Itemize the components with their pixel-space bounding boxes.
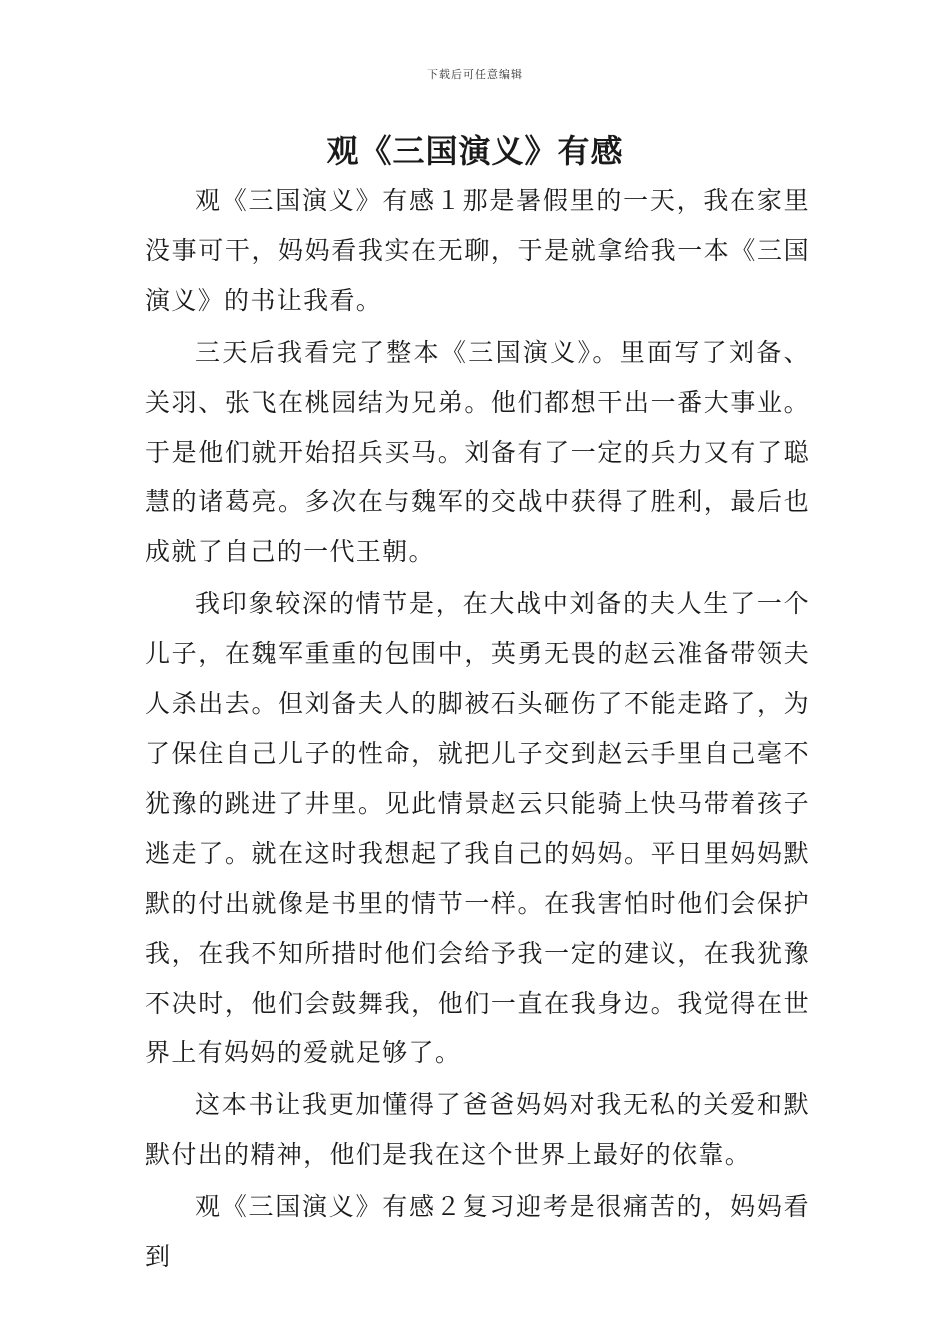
paragraph: 观《三国演义》有感１那是暑假里的一天，我在家里没事可干，妈妈看我实在无聊，于是就拿给我一本《三国演义》的书让我看。 (145, 186, 810, 315)
paragraph: 我印象较深的情节是，在大战中刘备的夫人生了一个儿子，在魏军重重的包围中，英勇无畏的赵云准备带领夫人杀出去。但刘备夫人的脚被石头砸伤了不能走路了，为了保住自己儿子的性命，就把儿子交到赵云手里自己毫不犹豫的跳进了井里。见此情景赵云只能骑上快马带着孩子逃走了。就在这时我想起了我自己的妈妈。平日里妈妈默默的付出就像是书里的情节一样。在我害怕时他们会保护我，在我不知所措时他们会给予我一定的建议，在我犹豫不决时，他们会鼓舞我，他们一直在我身边。我觉得在世界上有妈妈的爱就足够了。 (145, 589, 810, 1068)
paragraph: 观《三国演义》有感２复习迎考是很痛苦的，妈妈看到 (145, 1192, 810, 1272)
paragraph: 三天后我看完了整本《三国演义》。里面写了刘备、关羽、张飞在桃园结为兄弟。他们都想干出一番大事业。于是他们就开始招兵买马。刘备有了一定的兵力又有了聪慧的诸葛亮。多次在与魏军的交战中获得了胜利，最后也成就了自己的一代王朝。 (145, 337, 810, 567)
document-title: 观《三国演义》有感 (326, 132, 624, 170)
paragraph: 这本书让我更加懂得了爸爸妈妈对我无私的关爱和默默付出的精神，他们是我在这个世界上最好的依靠。 (145, 1090, 810, 1170)
header-note: 下载后可任意编辑 (427, 68, 523, 81)
document-body (145, 176, 810, 1284)
